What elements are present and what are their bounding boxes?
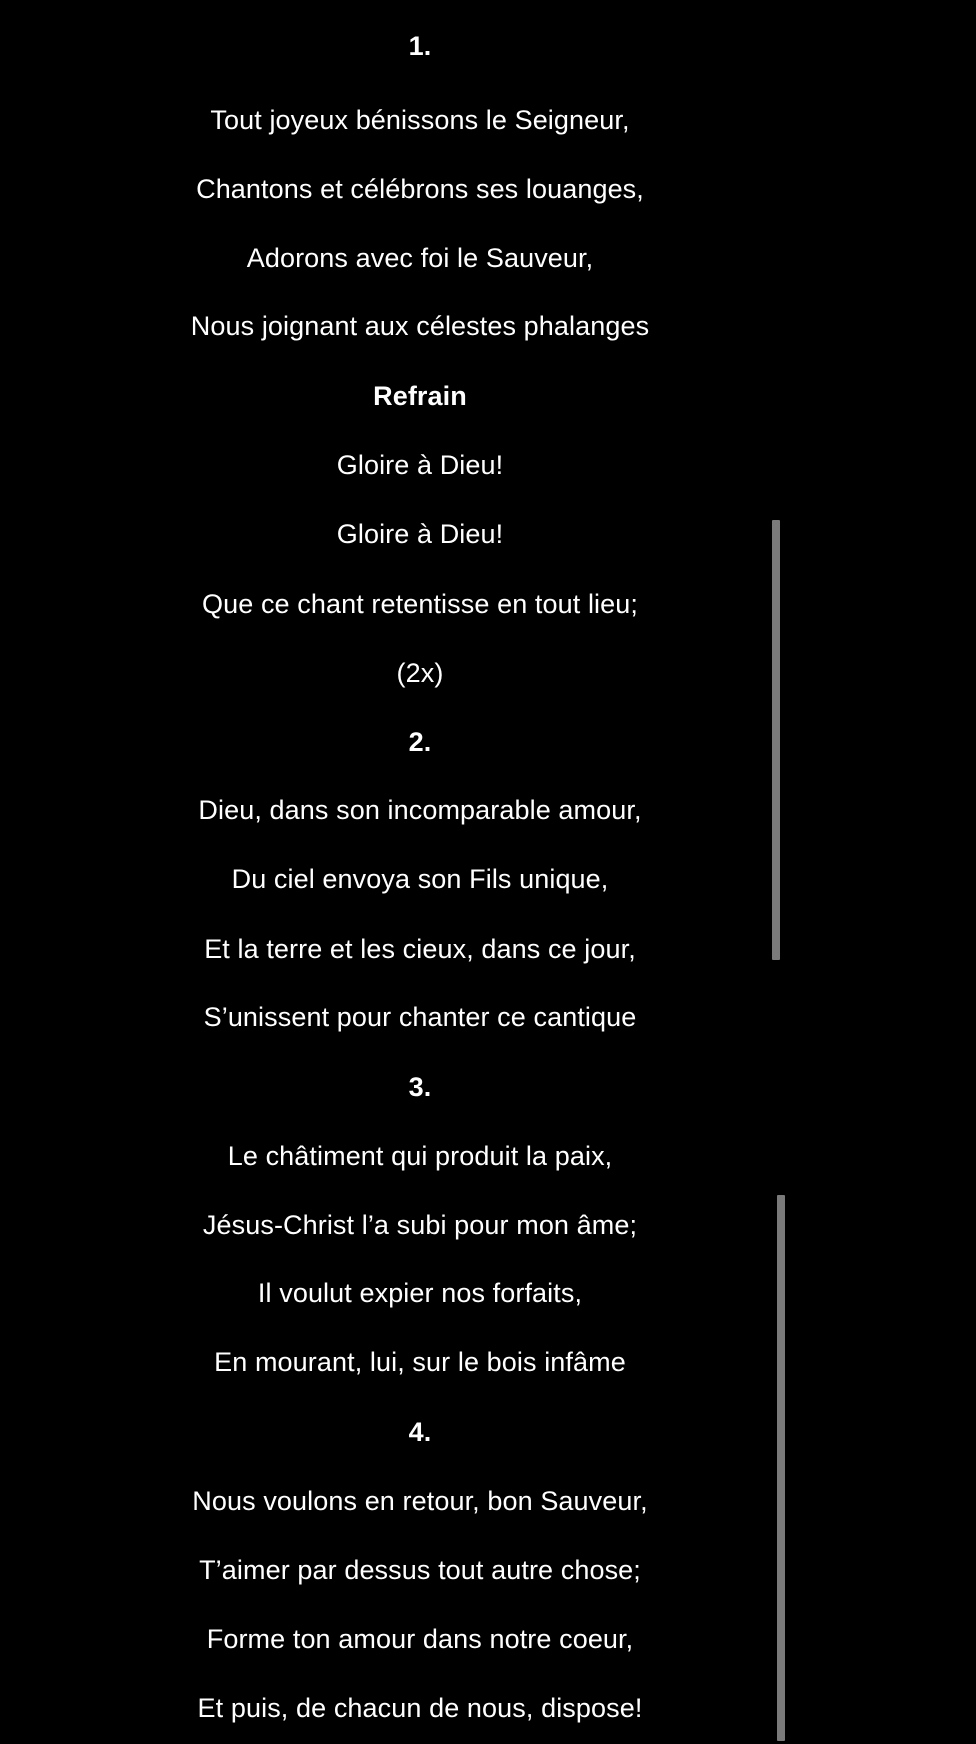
lyric-line: T’aimer par dessus tout autre chose; — [199, 1555, 641, 1585]
lyric-line: Forme ton amour dans notre coeur, — [206, 1624, 634, 1654]
lyric-line: Et puis, de chacun de nous, dispose! — [197, 1693, 643, 1723]
lyric-line: Du ciel envoya son Fils unique, — [231, 864, 609, 894]
scrollbar-thumb-lower[interactable] — [777, 1195, 785, 1741]
lyric-line: Nous voulons en retour, bon Sauveur, — [192, 1486, 648, 1516]
lyric-line: Nous joignant aux célestes phalanges — [190, 311, 650, 341]
lyric-line: Il voulut expier nos forfaits, — [257, 1278, 583, 1308]
lyric-line: Chantons et célébrons ses louanges, — [196, 174, 644, 204]
verse-number-3: 3. — [408, 1072, 432, 1102]
lyric-line: (2x) — [396, 658, 444, 688]
verse-number-2: 2. — [408, 727, 432, 757]
lyric-line: Le châtiment qui produit la paix, — [227, 1141, 613, 1171]
lyric-line: Gloire à Dieu! — [336, 519, 504, 549]
lyric-line: En mourant, lui, sur le bois infâme — [214, 1347, 626, 1377]
lyric-line: S’unissent pour chanter ce cantique — [203, 1002, 637, 1032]
verse-number-4: 4. — [408, 1417, 432, 1447]
verse-number-1: 1. — [408, 31, 432, 61]
lyric-line: Que ce chant retentisse en tout lieu; — [202, 589, 638, 619]
refrain-heading: Refrain — [373, 381, 467, 411]
lyric-line: Dieu, dans son incomparable amour, — [198, 795, 642, 825]
lyric-line: Adorons avec foi le Sauveur, — [246, 243, 594, 273]
lyric-line: Et la terre et les cieux, dans ce jour, — [204, 934, 636, 964]
scrollbar-thumb[interactable] — [772, 520, 780, 960]
lyric-line: Jésus-Christ l’a subi pour mon âme; — [202, 1210, 638, 1240]
lyric-line: Tout joyeux bénissons le Seigneur, — [210, 105, 630, 135]
lyric-line: Gloire à Dieu! — [336, 450, 504, 480]
